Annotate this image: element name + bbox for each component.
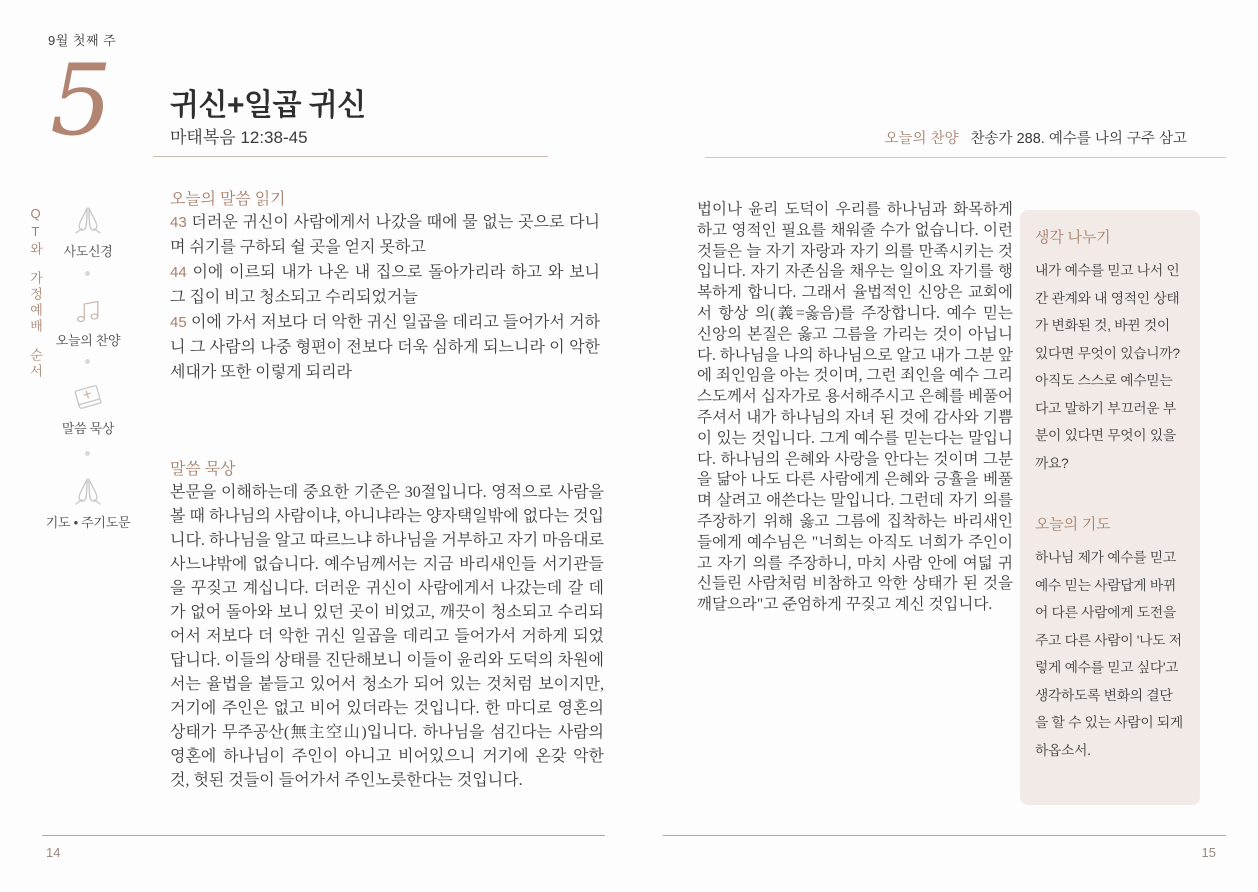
rail-vertical-label: 순서	[28, 348, 43, 380]
verse-number: 43	[170, 214, 187, 231]
praying-hands-icon	[30, 204, 146, 236]
rail-vertical-label: QT와	[28, 206, 43, 258]
meditation-body: 본문을 이해하는데 중요한 기준은 30절입니다. 영적으로 사람을 볼 때 하나님의 사람이냐, 아니냐라는 양자택일밖에 없다는 것입니다. 하나님을 알고 따르느냐 하나님을 거부하고 자기 마음대로 사느냐밖에 없습니다. 예수님께서는 지금 바리새인들 서기관들을 꾸짖고 계십니다. 더러운 귀신이 사람에게서 나갔는데 갈 데가 없어 돌아와 보니 있던 곳이 비었고, 깨끗이 청소되고 수리되어서 저보다 더 악한 귀신 일곱을 데리고 들어가서 거하게 되었답니다. 이들의 상태를 진단해보니 이들이 윤리와 도덕의 차원에서는 율법을 붙들고 있어서 청소가 되어 있는 것처럼 보이지만, 거기에 주인은 없고 비어 있더라는 것입니다. 한 마디로 영혼의 상태가 무주공산(無主空山)입니다. 하나님을 섬긴다는 사람의 영혼에 하나님이 주인이 아니고 비어있으니 거기에 온갖 악한 것, 헛된 것들이 들어가서 주인노릇한다는 것입니다.	[170, 484, 604, 789]
rail-step-label: 오늘의 찬양	[55, 333, 121, 348]
rail-step-label: 기도 • 주기도문	[45, 515, 131, 530]
left-page-number: 14	[46, 845, 61, 860]
rail-step-label: 말씀 묵상	[61, 421, 115, 436]
rail-step-prayer-lords-prayer	[30, 475, 146, 531]
meditation-section-heading: 말씀 묵상	[170, 461, 236, 478]
reflection-box	[1020, 210, 1200, 805]
rail-separator-dot	[85, 451, 90, 456]
bible-book-icon	[30, 381, 146, 413]
rail-separator-dot	[85, 271, 90, 276]
praying-hands-icon	[30, 475, 146, 507]
todays-prayer-body: 하나님 제가 예수를 믿고 예수 믿는 사람답게 바뀌어 다른 사람에게 도전을 주고 다른 사람이 '나도 저렇게 예수를 믿고 싶다'고 생각하도록 변화의 결단을 할 수 있는 사람이 되게 하옵소서.	[1035, 550, 1183, 758]
hymn-value: 찬송가 288. 예수를 나의 구주 삼고	[970, 131, 1187, 147]
right-page-divider	[705, 157, 1226, 158]
verse	[170, 310, 600, 385]
verse	[170, 260, 600, 310]
rail-separator-dot	[85, 359, 90, 364]
todays-hymn-line	[700, 127, 1187, 148]
hymn-label: 오늘의 찬양	[884, 131, 959, 147]
verse-number: 45	[170, 314, 187, 331]
lesson-title: 귀신+일곱 귀신	[170, 89, 366, 122]
right-page-number: 15	[1201, 845, 1216, 860]
left-footer-rule	[42, 835, 605, 836]
commentary-body: 법이나 윤리 도덕이 우리를 하나님과 화목하게 하고 영적인 필요를 채워줄 수가 없습니다. 이런 것들은 늘 자기 자랑과 자기 의를 만족시키는 것입니다. 자기 자존심을 채우는 일이요 자기를 행복하게 합니다. 그래서 율법적인 신앙은 교회에서 항상 의(義=옳음)를 주장합니다. 예수 믿는 신앙의 본질은 옳고 그름을 가리는 것이 아닙니다. 하나님을 나의 하나님으로 알고 내가 그분 앞에 죄인임을 아는 것이며, 그런 죄인을 예수 그리스도께서 십자가로 용서해주시고 은혜를 베풀어주셔서 내가 하나님의 자녀 된 것에 감사와 기쁨이 있는 것입니다. 그게 예수를 믿는다는 말입니다. 하나님의 은혜와 사랑을 안다는 것이며 그분을 닮아 나도 다른 사람에게 은혜와 긍휼을 베풀며 살려고 애쓴다는 말입니다. 그런데 자기 의를 주장하기 위해 옳고 그름에 집착하는 바리새인들에게 예수님은 "너희는 아직도 너희가 주인이고 자기 의를 주장하니, 마치 사람 안에 여덟 귀신들린 사람처럼 비참하고 악한 상태가 된 것을 깨달으라"고 준엄하게 꾸짖고 계신 것입니다.	[697, 201, 1013, 614]
scripture-reference: 마태복음 12:38-45	[170, 128, 308, 147]
verse-text: 이에 가서 저보다 더 악한 귀신 일곱을 데리고 들어가서 거하니 그 사람의 나중 형편이 전보다 더욱 심하게 되느니라 이 악한 세대가 또한 이렇게 되리라	[170, 314, 601, 381]
rail-step-label: 사도신경	[63, 244, 113, 259]
share-thoughts-question: 내가 예수를 믿고 나서 인간 관계와 내 영적인 상태가 변화된 것, 바뀐 것이 있다면 무엇이 있습니까? 아직도 스스로 예수믿는다고 말하기 부끄러운 부분이 있다면 무엇이 있을까요?	[1035, 263, 1180, 471]
reading-section-heading: 오늘의 말씀 읽기	[170, 191, 286, 208]
title-divider	[153, 156, 548, 157]
right-footer-rule	[663, 835, 1226, 836]
rail-step-todays-praise	[30, 293, 146, 349]
todays-prayer-heading: 오늘의 기도	[1035, 516, 1111, 533]
music-notes-icon	[30, 293, 146, 325]
rail-vertical-label: 가정예배	[28, 271, 43, 335]
rail-step-apostles-creed	[30, 204, 146, 260]
verse	[170, 210, 600, 260]
week-label: 9월 첫째 주	[48, 33, 117, 48]
scripture-verses	[170, 210, 600, 385]
day-number: 5	[50, 44, 113, 158]
verse-text: 이에 이르되 내가 나온 내 집으로 돌아가리라 하고 와 보니 그 집이 비고 청소되고 수리되었거늘	[170, 264, 600, 306]
verse-number: 44	[170, 264, 187, 281]
verse-text: 더러운 귀신이 사람에게서 나갔을 때에 물 없는 곳으로 다니며 쉬기를 구하되 쉴 곳을 얻지 못하고	[170, 214, 601, 256]
share-thoughts-heading: 생각 나누기	[1035, 229, 1111, 246]
rail-step-word-meditation	[30, 381, 146, 437]
